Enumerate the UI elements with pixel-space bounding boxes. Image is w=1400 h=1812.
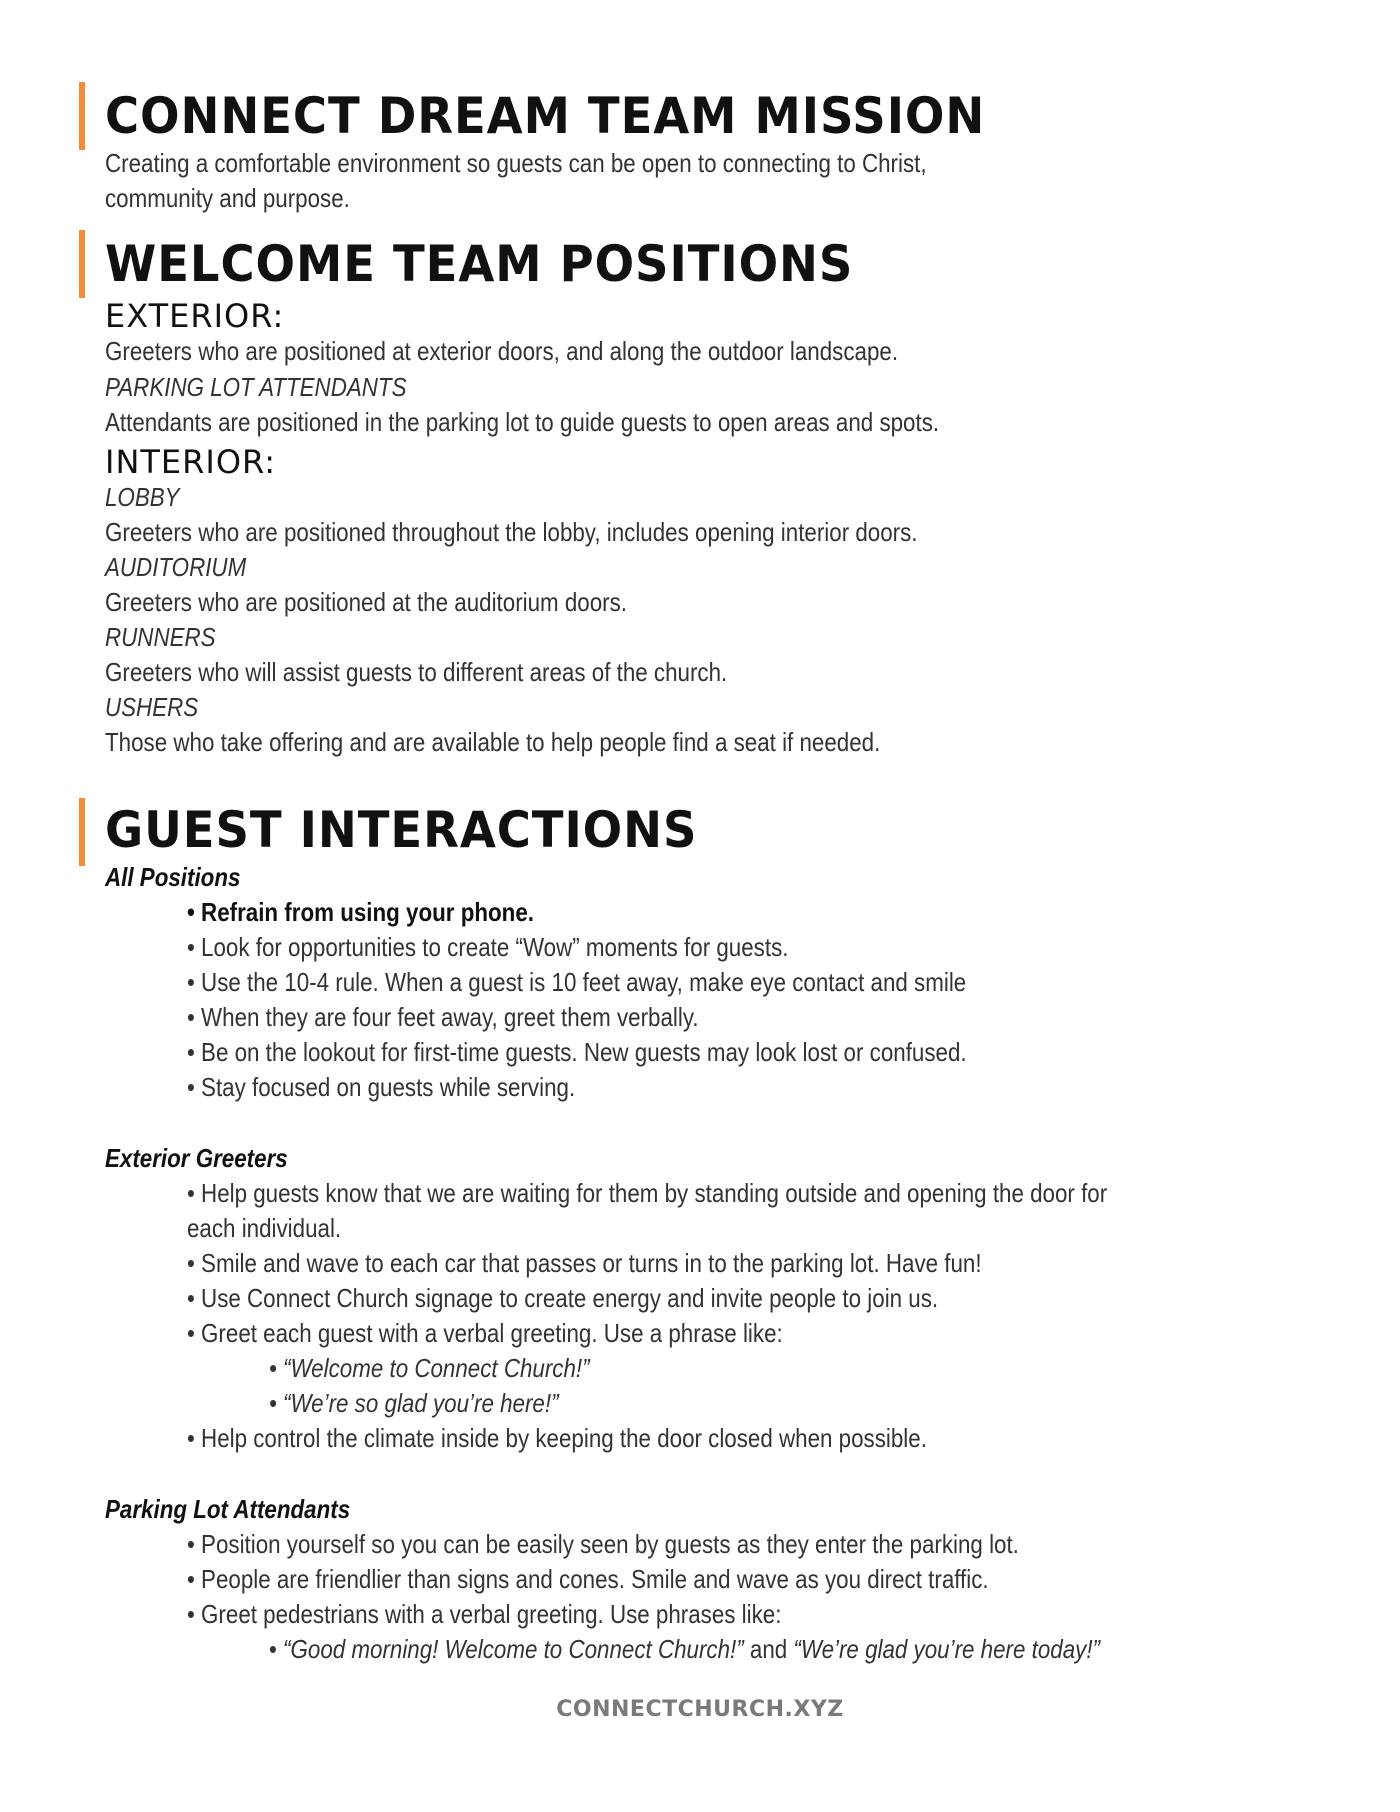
list-item: • Position yourself so you can be easily seen by guests as they enter the parking lot. <box>187 1529 1019 1559</box>
list-item: • Refrain from using your phone. <box>187 897 534 927</box>
role-name: RUNNERS <box>105 622 216 652</box>
list-item: • Be on the lookout for first-time guests. New guests may look lost or confused. <box>187 1037 967 1067</box>
role-desc: Greeters who are positioned throughout the lobby, includes opening interior doors. <box>105 517 918 547</box>
parking-attendants-list <box>105 1527 1325 1667</box>
mission-text-line1: Creating a comfortable environment so guests can be open to connecting to Christ, <box>105 148 927 178</box>
accent-bar <box>79 82 85 150</box>
list-item: • Greet pedestrians with a verbal greeting. Use phrases like: <box>187 1599 782 1629</box>
parking-desc: Attendants are positioned in the parking lot to guide guests to open areas and spots. <box>105 407 940 437</box>
mission-section <box>105 86 1325 216</box>
list-item: • People are friendlier than signs and cones. Smile and wave as you direct traffic. <box>187 1564 989 1594</box>
interactions-title: GUEST INTERACTIONS <box>105 801 698 859</box>
all-positions-list <box>105 895 1325 1105</box>
exterior-greeters-heading: Exterior Greeters <box>105 1143 288 1173</box>
role-name: AUDITORIUM <box>105 552 247 582</box>
accent-bar <box>79 798 85 866</box>
mission-title: CONNECT DREAM TEAM MISSION <box>105 87 986 145</box>
exterior-desc: Greeters who are positioned at exterior doors, and along the outdoor landscape. <box>105 336 899 366</box>
all-positions-heading: All Positions <box>105 862 241 892</box>
list-item: • Help control the climate inside by keeping the door closed when possible. <box>187 1423 927 1453</box>
sub-list-item <box>269 1632 1177 1667</box>
interior-heading: INTERIOR: <box>105 443 277 481</box>
list-item: • Use the 10-4 rule. When a guest is 10 feet away, make eye contact and smile <box>187 967 967 997</box>
list-item: • When they are four feet away, greet them verbally. <box>187 1002 699 1032</box>
parking-attendants-heading: Parking Lot Attendants <box>105 1494 351 1524</box>
list-item-continuation: each individual. <box>187 1213 342 1243</box>
positions-title: WELCOME TEAM POSITIONS <box>105 235 854 293</box>
role-desc: Greeters who will assist guests to different areas of the church. <box>105 657 728 687</box>
sub-list-item: • “Welcome to Connect Church!” <box>269 1353 590 1383</box>
quote-text: “We’re glad you’re here today!” <box>793 1634 1101 1664</box>
interactions-section <box>105 800 1325 1667</box>
mission-text-line2: community and purpose. <box>105 183 350 213</box>
pedestrian-phrases-list <box>187 1632 1325 1667</box>
positions-section <box>105 234 1325 760</box>
list-item: • Look for opportunities to create “Wow” moments for guests. <box>187 932 789 962</box>
list-item: • Smile and wave to each car that passes or turns in to the parking lot. Have fun! <box>187 1248 982 1278</box>
role-desc: Greeters who are positioned at the auditorium doors. <box>105 587 628 617</box>
sub-list-wrapper <box>187 1632 1325 1667</box>
role-desc: Those who take offering and are available to help people find a seat if needed. <box>105 727 881 757</box>
role-name: USHERS <box>105 692 199 722</box>
role-name: LOBBY <box>105 482 180 512</box>
list-item: • Stay focused on guests while serving. <box>187 1072 576 1102</box>
list-item: • Help guests know that we are waiting for them by standing outside and opening the door for <box>187 1178 1108 1208</box>
sub-bullet: • <box>269 1634 284 1664</box>
exterior-heading: EXTERIOR: <box>105 297 285 335</box>
conjunction-text: and <box>743 1634 794 1664</box>
exterior-greeters-list <box>105 1176 1325 1456</box>
accent-bar <box>79 230 85 298</box>
sub-list-item: • “We’re so glad you’re here!” <box>269 1388 559 1418</box>
parking-role: PARKING LOT ATTENDANTS <box>105 372 407 402</box>
list-item: • Greet each guest with a verbal greeting. Use a phrase like: <box>187 1318 783 1348</box>
greeting-phrases-list <box>187 1351 1325 1421</box>
list-item: • Use Connect Church signage to create energy and invite people to join us. <box>187 1283 939 1313</box>
quote-text: “Good morning! Welcome to Connect Church!” <box>283 1634 744 1664</box>
sub-list-wrapper <box>187 1351 1325 1421</box>
footer-url: CONNECTCHURCH.XYZ <box>556 1697 844 1722</box>
